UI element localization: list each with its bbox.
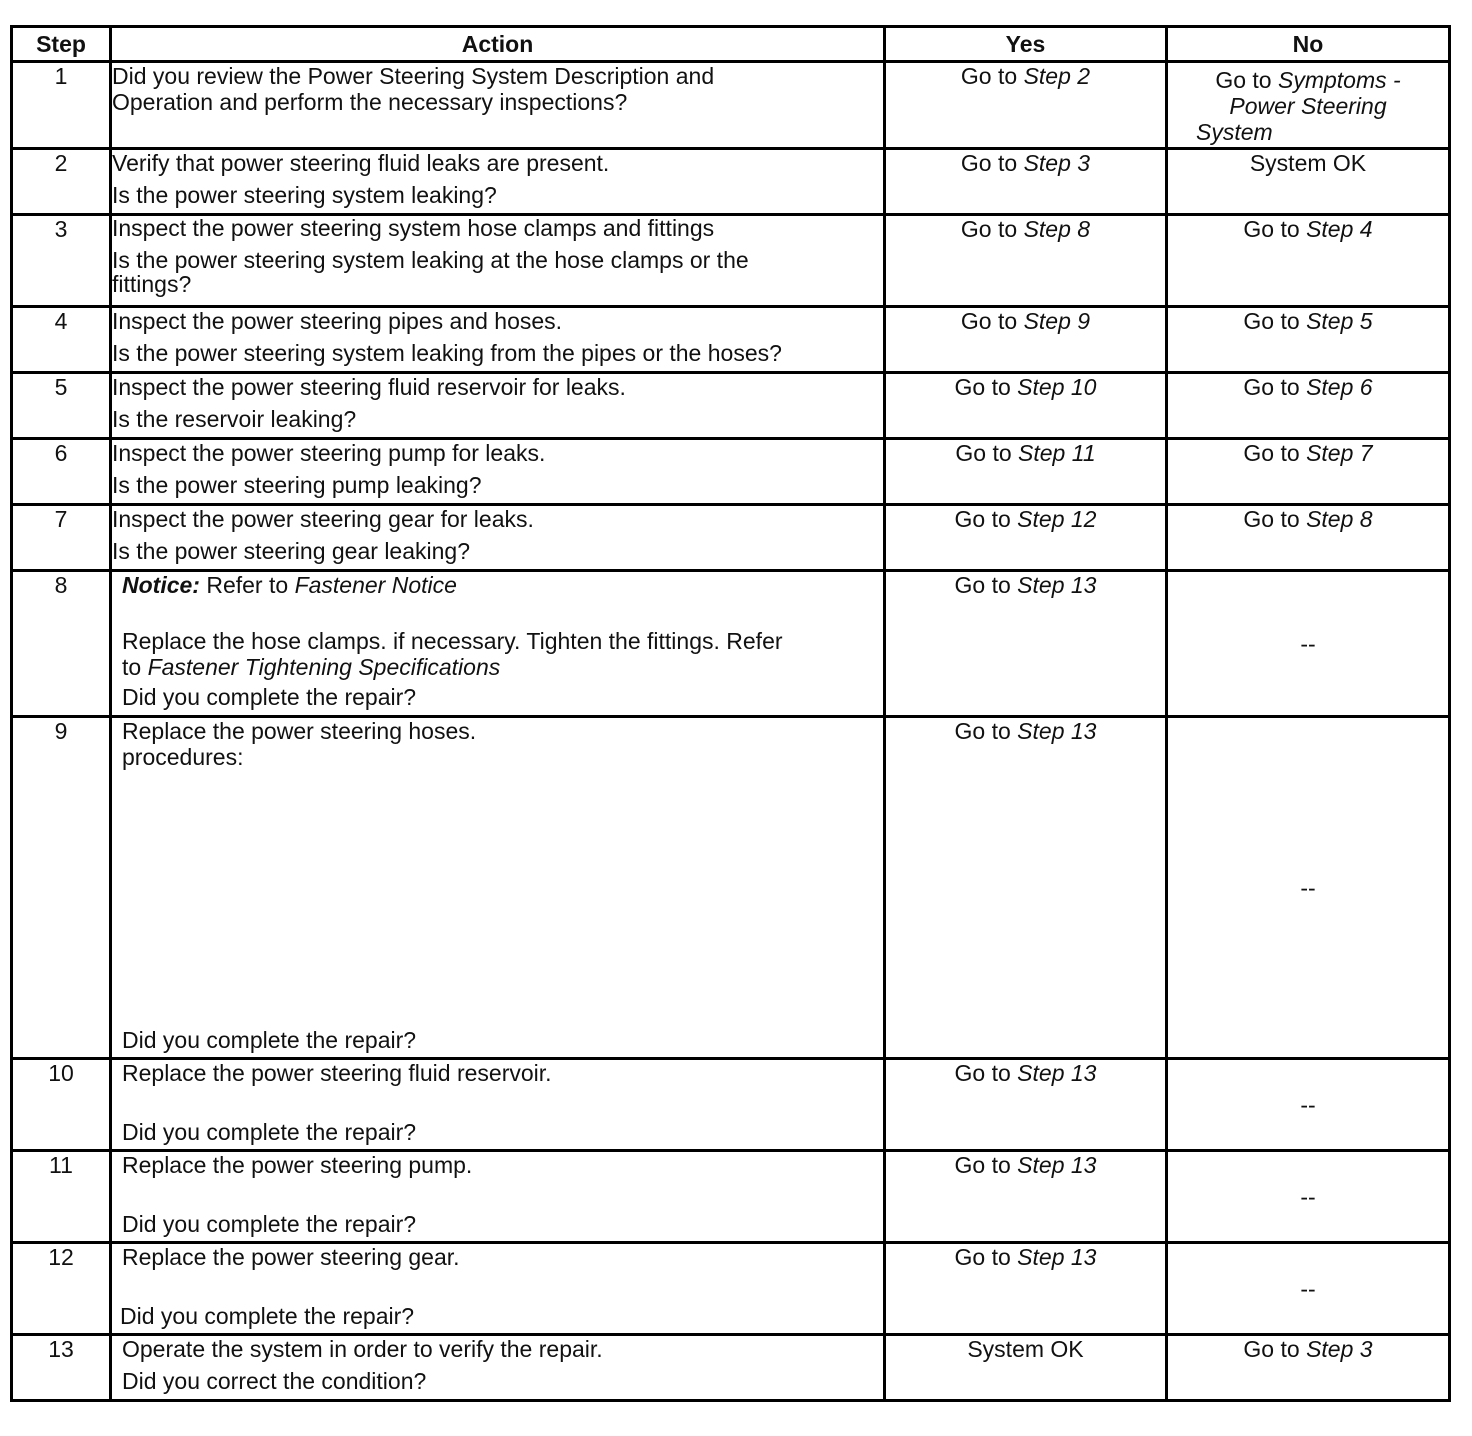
step-number: 5 (12, 373, 111, 439)
yes-link[interactable]: Step 9 (1023, 308, 1091, 334)
notice-text: Refer to (206, 572, 289, 598)
step-number: 4 (12, 307, 111, 373)
no-cell: -- (1167, 1151, 1450, 1243)
yes-link[interactable]: Step 12 (1017, 506, 1097, 532)
yes-cell[interactable] (885, 62, 1167, 149)
header-step: Step (12, 27, 111, 62)
step-number: 7 (12, 505, 111, 571)
no-prefix: Go to (1215, 67, 1272, 93)
yes-prefix: Go to (954, 506, 1011, 532)
action-cell (111, 1335, 885, 1401)
action-line: fittings? (112, 271, 192, 297)
action-cell (111, 373, 885, 439)
table-row (12, 62, 1450, 149)
notice-label: Notice: (122, 572, 200, 598)
action-line: Replace the power steering gear. (122, 1244, 460, 1270)
yes-prefix: Go to (960, 216, 1018, 242)
action-cell (111, 1151, 885, 1243)
no-cell: -- (1167, 571, 1450, 717)
notice-link[interactable]: Fastener Notice (294, 572, 457, 598)
action-line: Did you complete the repair? (122, 1027, 417, 1053)
yes-cell[interactable] (885, 149, 1167, 215)
yes-prefix: Go to (954, 718, 1011, 744)
no-cell[interactable] (1167, 215, 1450, 307)
table-row (12, 215, 1450, 307)
table-row (12, 439, 1450, 505)
action-line: Inspect the power steering gear for leaks. (112, 506, 534, 532)
action-line: Replace the hose clamps. if necessary. Tighten the fittings. Refer (122, 628, 783, 654)
action-line: Operate the system in order to verify the repair. (122, 1336, 603, 1362)
no-cell[interactable] (1167, 307, 1450, 373)
action-line: Replace the power steering fluid reservoir. (122, 1060, 552, 1086)
action-line: procedures: (122, 744, 244, 770)
no-cell[interactable] (1167, 62, 1450, 149)
yes-link[interactable]: Step 10 (1017, 374, 1097, 400)
no-cell: -- (1167, 1059, 1450, 1151)
no-prefix: Go to (1243, 216, 1300, 242)
action-cell (111, 215, 885, 307)
action-line: Replace the power steering hoses. (122, 718, 477, 744)
action-line: Operation and perform the necessary inspections? (112, 89, 628, 115)
yes-cell[interactable] (885, 439, 1167, 505)
table-row (12, 149, 1450, 215)
action-cell (111, 505, 885, 571)
yes-prefix: Go to (960, 150, 1018, 176)
no-prefix: Go to (1243, 374, 1300, 400)
yes-link[interactable]: Step 11 (1018, 440, 1096, 466)
yes-prefix: Go to (954, 1152, 1011, 1178)
action-prefix: to (122, 654, 142, 680)
yes-link[interactable]: Step 13 (1017, 718, 1097, 744)
yes-cell[interactable] (885, 373, 1167, 439)
yes-cell[interactable] (885, 505, 1167, 571)
action-cell (111, 571, 885, 717)
yes-link[interactable]: Step 13 (1017, 572, 1097, 598)
action-cell (111, 149, 885, 215)
step-number: 12 (12, 1243, 111, 1335)
table-row (12, 1151, 1450, 1243)
action-line: Is the power steering gear leaking? (112, 538, 470, 564)
step-number: 8 (12, 571, 111, 717)
action-line: Is the reservoir leaking? (112, 406, 357, 432)
notice-line (122, 572, 883, 598)
no-cell[interactable] (1167, 505, 1450, 571)
table-row (12, 505, 1450, 571)
action-line: Did you correct the condition? (122, 1368, 427, 1394)
table-row (12, 717, 1450, 1059)
table-row (12, 571, 1450, 717)
action-cell (111, 1243, 885, 1335)
table-row (12, 1059, 1450, 1151)
no-link[interactable]: Step 6 (1306, 374, 1373, 400)
no-prefix: Go to (1243, 506, 1300, 532)
yes-cell[interactable] (885, 1151, 1167, 1243)
no-cell[interactable] (1167, 373, 1450, 439)
yes-prefix: Go to (954, 572, 1011, 598)
header-row (12, 27, 1450, 62)
yes-cell[interactable] (885, 571, 1167, 717)
no-cell: System OK (1167, 149, 1450, 215)
no-cell[interactable] (1167, 1335, 1450, 1401)
step-number: 1 (12, 62, 111, 149)
yes-prefix: Go to (954, 1060, 1011, 1086)
action-line: Inspect the power steering pump for leaks. (112, 440, 546, 466)
diagnostic-table (10, 25, 1451, 1402)
no-prefix: Go to (1243, 1336, 1300, 1362)
yes-cell[interactable] (885, 215, 1167, 307)
action-line: Did you complete the repair? (120, 1303, 415, 1329)
action-line: Is the power steering system leaking at the hose clamps or the (112, 247, 749, 273)
action-cell (111, 62, 885, 149)
action-cell (111, 1059, 885, 1151)
table-row (12, 373, 1450, 439)
action-line: Replace the power steering pump. (122, 1152, 473, 1178)
no-link[interactable]: Step 3 (1306, 1336, 1373, 1362)
action-cell (111, 307, 885, 373)
no-cell: -- (1167, 1243, 1450, 1335)
step-number: 6 (12, 439, 111, 505)
yes-link[interactable]: Step 3 (1023, 150, 1091, 176)
action-cell (111, 717, 885, 1059)
step-number: 3 (12, 215, 111, 307)
no-link[interactable]: Step 5 (1306, 308, 1373, 334)
action-line: Verify that power steering fluid leaks are present. (112, 150, 610, 176)
action-line: Did you review the Power Steering System Description and (112, 63, 715, 89)
yes-cell: System OK (885, 1335, 1167, 1401)
header-action: Action (111, 27, 885, 62)
header-no: No (1167, 27, 1450, 62)
no-link[interactable]: Step 8 (1306, 506, 1373, 532)
yes-prefix: Go to (955, 440, 1012, 466)
yes-cell[interactable] (885, 1059, 1167, 1151)
action-line: Inspect the power steering pipes and hoses. (112, 308, 563, 334)
yes-prefix: Go to (954, 374, 1011, 400)
step-number: 2 (12, 149, 111, 215)
yes-cell[interactable] (885, 1243, 1167, 1335)
yes-link[interactable]: Step 13 (1017, 1060, 1097, 1086)
spec-link[interactable]: Fastener Tightening Specifications (147, 654, 501, 680)
yes-link[interactable]: Step 13 (1017, 1152, 1097, 1178)
no-cell: -- (1167, 717, 1450, 1059)
table-row (12, 307, 1450, 373)
no-prefix: Go to (1243, 308, 1300, 334)
action-line: Is the power steering system leaking from the pipes or the hoses? (112, 340, 782, 366)
yes-link[interactable]: Step 2 (1023, 63, 1091, 89)
no-link[interactable]: Symptoms - (1277, 67, 1401, 93)
action-line: Did you complete the repair? (122, 684, 417, 710)
yes-cell[interactable] (885, 307, 1167, 373)
yes-prefix: Go to (954, 1244, 1011, 1270)
no-prefix: Go to (1243, 440, 1300, 466)
action-cell (111, 439, 885, 505)
yes-link[interactable]: Step 8 (1023, 216, 1091, 242)
yes-cell[interactable] (885, 717, 1167, 1059)
yes-prefix: Go to (960, 308, 1018, 334)
action-line (122, 654, 883, 680)
no-cell[interactable] (1167, 439, 1450, 505)
header-yes: Yes (885, 27, 1167, 62)
action-line: Inspect the power steering system hose clamps and fittings (112, 215, 715, 241)
yes-prefix: Go to (960, 63, 1018, 89)
action-line: Is the power steering system leaking? (112, 182, 497, 208)
table-row (12, 1243, 1450, 1335)
step-number: 13 (12, 1335, 111, 1401)
step-number: 9 (12, 717, 111, 1059)
table-row (12, 1335, 1450, 1401)
no-link[interactable]: Step 4 (1306, 216, 1373, 242)
yes-link[interactable]: Step 13 (1017, 1244, 1097, 1270)
action-line: Did you complete the repair? (122, 1211, 417, 1237)
action-line: Did you complete the repair? (122, 1119, 417, 1145)
no-link[interactable]: System (1196, 119, 1273, 145)
no-link[interactable]: Step 7 (1306, 440, 1373, 466)
action-line: Is the power steering pump leaking? (112, 472, 482, 498)
action-line: Inspect the power steering fluid reservoir for leaks. (112, 374, 626, 400)
step-number: 11 (12, 1151, 111, 1243)
no-link[interactable]: Power Steering (1229, 93, 1387, 119)
step-number: 10 (12, 1059, 111, 1151)
